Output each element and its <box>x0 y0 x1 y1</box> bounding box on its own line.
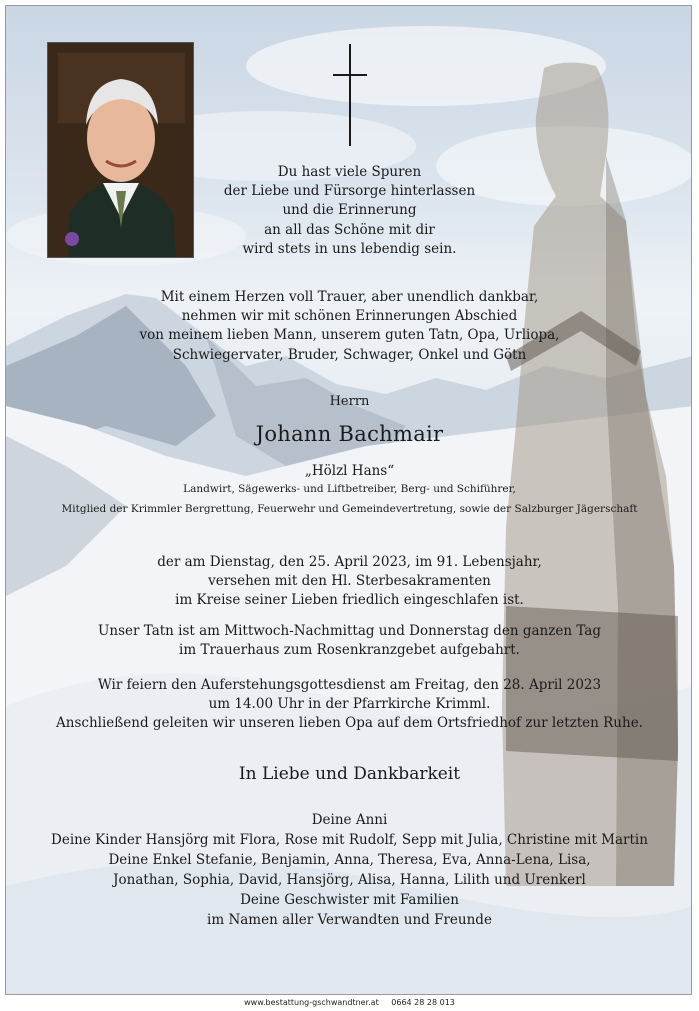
cross-icon-bar <box>333 74 367 76</box>
intro-text <box>0 288 699 365</box>
verse-line: und die Erinnerung <box>282 202 417 219</box>
verse-line: Du hast viele Spuren <box>277 164 422 180</box>
footer-phone: 0664 28 28 013 <box>391 998 455 1007</box>
footer <box>0 998 699 1007</box>
mass-line: Wir feiern den Auferstehungsgottesdienst am Freitag, den 28. April 2023 <box>97 677 602 693</box>
roles-line: Mitglied der Krimmler Bergrettung, Feuerwehr und Gemeindevertretung, sowie der Salzburger Jägerschaft <box>61 503 638 515</box>
nickname: „Hölzl Hans“ <box>304 463 395 479</box>
family-line: im Namen aller Verwandten und Freunde <box>207 912 492 928</box>
family-line: Deine Kinder Hansjörg mit Flora, Rose mit Rudolf, Sepp mit Julia, Christine mit Martin <box>51 832 648 848</box>
viewing-line: Unser Tatn ist am Mittwoch-Nachmittag und Donnerstag den ganzen Tag <box>98 623 601 639</box>
cross-icon <box>349 44 351 146</box>
intro-line: nehmen wir mit schönen Erinnerungen Abschied <box>181 308 518 325</box>
verse-line: der Liebe und Fürsorge hinterlassen <box>223 183 476 200</box>
footer-website: www.bestattung-gschwandtner.at <box>244 998 379 1007</box>
gratitude-heading: In Liebe und Dankbarkeit <box>238 764 461 784</box>
deceased-name: Johann Bachmair <box>255 422 444 446</box>
family-line: Deine Geschwister mit Familien <box>240 892 459 908</box>
mass-line: um 14.00 Uhr in der Pfarrkirche Krimml. <box>208 696 491 713</box>
intro-line: Mit einem Herzen voll Trauer, aber unendlich dankbar, <box>160 289 539 305</box>
family-line: Deine Anni <box>311 812 388 828</box>
intro-line: Schwiegervater, Bruder, Schwager, Onkel und Götn <box>172 346 527 363</box>
verse-line: wird stets in uns lebendig sein. <box>242 240 457 257</box>
salutation: Herrn <box>329 394 370 409</box>
family-list <box>0 810 699 930</box>
verse <box>0 163 699 259</box>
family-line: Deine Enkel Stefanie, Benjamin, Anna, Theresa, Eva, Anna-Lena, Lisa, <box>108 852 591 868</box>
viewing-line: im Trauerhaus zum Rosenkranzgebet aufgebahrt. <box>179 642 520 659</box>
death-notice <box>0 553 699 611</box>
roles-line: Landwirt, Sägewerks- und Liftbetreiber, Berg- und Schiführer, <box>183 483 516 495</box>
mass-line: Anschließend geleiten wir unseren lieben Opa auf dem Ortsfriedhof zur letzten Ruhe. <box>56 715 643 732</box>
verse-line: an all das Schöne mit dir <box>264 221 435 238</box>
mass-notice <box>0 676 699 734</box>
death-line: im Kreise seiner Lieben friedlich eingeschlafen ist. <box>175 592 524 609</box>
death-line: versehen mit den Hl. Sterbesakramenten <box>208 573 491 590</box>
family-line: Jonathan, Sophia, David, Hansjörg, Alisa, Hanna, Lilith und Urenkerl <box>113 872 586 888</box>
intro-line: von meinem lieben Mann, unserem guten Tatn, Opa, Urliopa, <box>139 327 560 344</box>
viewing-notice <box>0 622 699 660</box>
death-line: der am Dienstag, den 25. April 2023, im 91. Lebensjahr, <box>157 554 542 570</box>
